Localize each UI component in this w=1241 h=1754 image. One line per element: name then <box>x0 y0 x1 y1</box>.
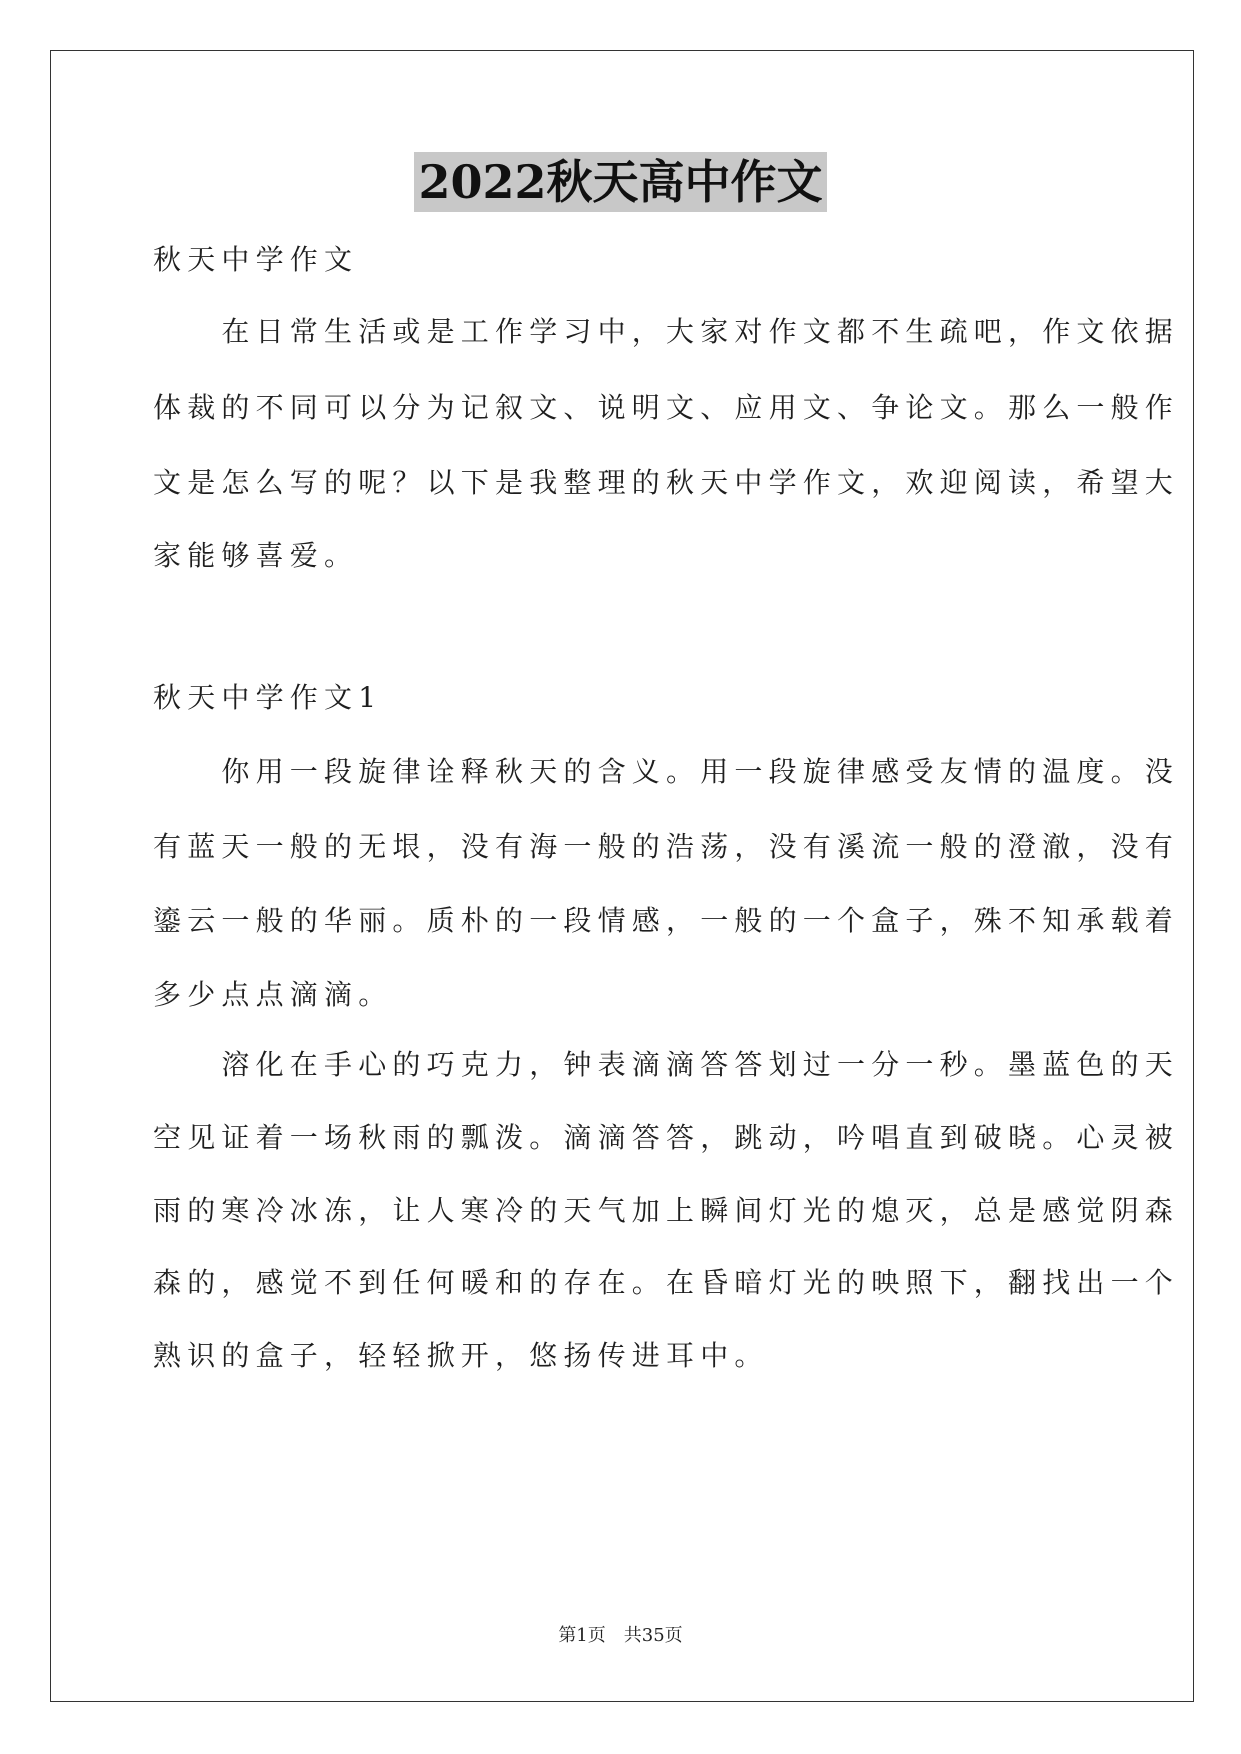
paragraph-line: 文是怎么写的呢？以下是我整理的秋天中学作文，欢迎阅读，希望大 <box>153 466 1180 499</box>
page-border <box>50 50 1194 1702</box>
paragraph-line: 熟识的盒子，轻轻掀开，悠扬传进耳中。 <box>153 1339 769 1372</box>
paragraph-line: 体裁的不同可以分为记叙文、说明文、应用文、争论文。那么一般作 <box>153 391 1180 424</box>
paragraph-line: 在日常生活或是工作学习中，大家对作文都不生疏吧，作文依据 <box>153 315 1180 348</box>
paragraph-line: 空见证着一场秋雨的瓢泼。滴滴答答，跳动，吟唱直到破晓。心灵被 <box>153 1121 1180 1154</box>
page-footer: 第1页 共35页 <box>558 1625 683 1646</box>
section-heading: 秋天中学作文1 <box>153 681 383 714</box>
document-title: 2022秋天高中作文 <box>414 152 826 212</box>
paragraph-line: 雨的寒冷冰冻，让人寒冷的天气加上瞬间灯光的熄灭，总是感觉阴森 <box>153 1194 1180 1227</box>
paragraph-line: 有蓝天一般的无垠，没有海一般的浩荡，没有溪流一般的澄澈，没有 <box>153 830 1180 863</box>
title-container <box>0 152 1241 212</box>
section-heading: 秋天中学作文 <box>153 243 359 276</box>
paragraph-line: 鎏云一般的华丽。质朴的一段情感，一般的一个盒子，殊不知承载着 <box>153 904 1180 937</box>
paragraph-line: 溶化在手心的巧克力，钟表滴滴答答划过一分一秒。墨蓝色的天 <box>153 1048 1180 1081</box>
paragraph-line: 家能够喜爱。 <box>153 539 359 572</box>
paragraph-line: 多少点点滴滴。 <box>153 978 393 1011</box>
paragraph-line: 森的，感觉不到任何暖和的存在。在昏暗灯光的映照下，翻找出一个 <box>153 1266 1180 1299</box>
paragraph-line: 你用一段旋律诠释秋天的含义。用一段旋律感受友情的温度。没 <box>153 755 1180 788</box>
